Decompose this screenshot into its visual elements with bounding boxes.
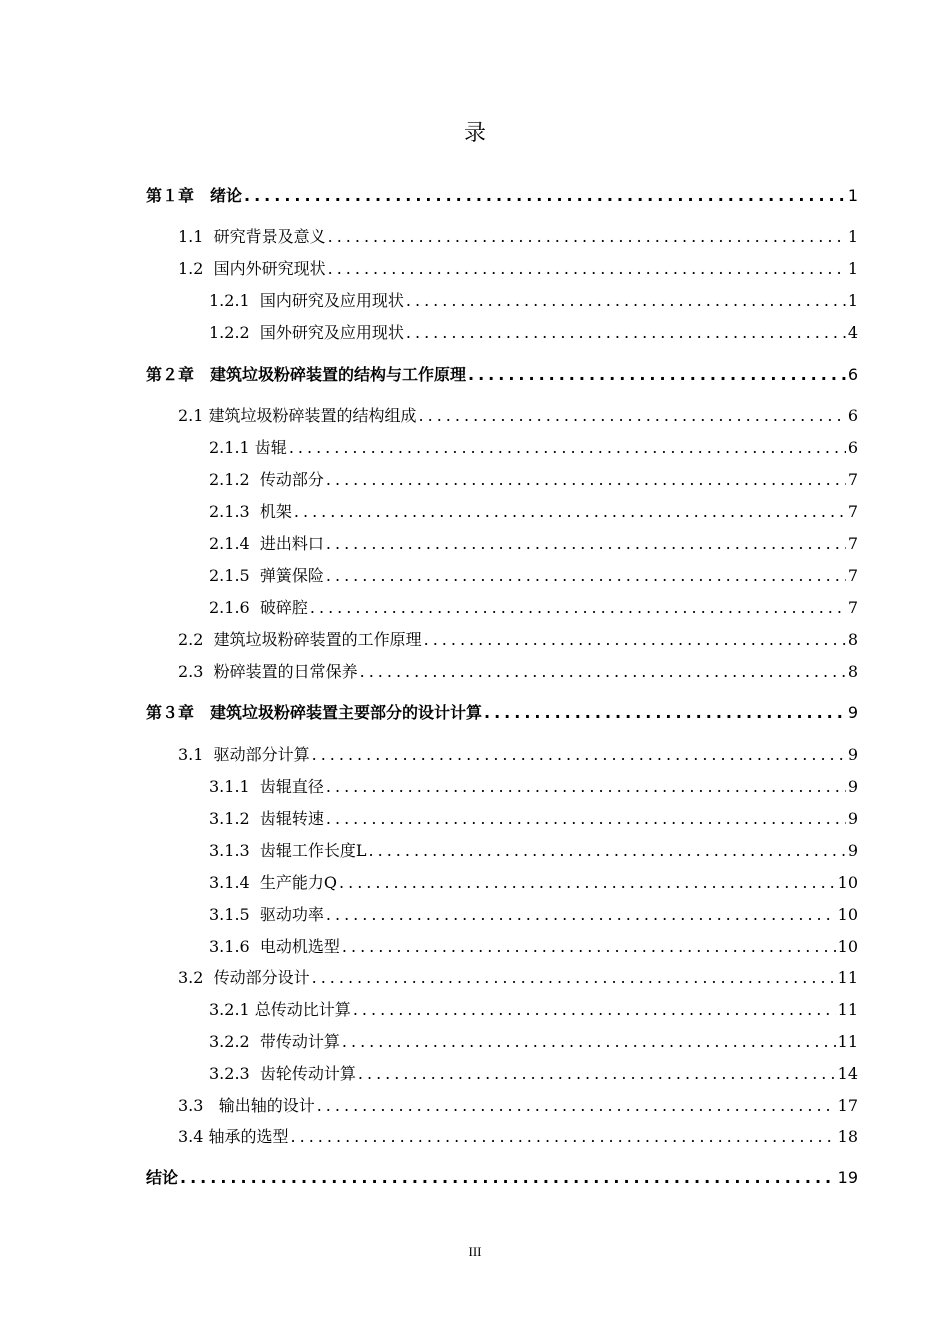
toc-entry[interactable]	[178, 403, 858, 429]
toc-leader-dots	[326, 774, 846, 800]
toc-entry[interactable]	[209, 467, 858, 493]
toc-entry-page: 7	[847, 598, 858, 617]
toc-leader-dots	[326, 531, 846, 557]
toc-entry-page: 11	[837, 1032, 858, 1051]
toc-leader-dots	[369, 838, 846, 864]
toc-leader-dots	[424, 627, 846, 653]
toc-entry-label: 1.2.1 国内研究及应用现状	[209, 291, 404, 310]
toc-leader-dots	[291, 1124, 836, 1150]
toc-entry-page: 6	[847, 365, 858, 384]
toc-entry-label: 2.2 建筑垃圾粉碎装置的工作原理	[178, 630, 422, 649]
toc-leader-dots	[419, 403, 846, 429]
toc-entry[interactable]	[178, 1124, 858, 1150]
toc-entry-label: 2.1.5 弹簧保险	[209, 566, 324, 585]
toc-entry-label: 2.1.4 进出料口	[209, 534, 324, 553]
toc-leader-dots	[312, 742, 846, 768]
toc-entry-label: 3.1.2 齿辊转速	[209, 809, 324, 828]
toc-leader-dots	[326, 806, 846, 832]
toc-entry-label: 3.1.6 电动机选型	[209, 937, 340, 956]
toc-entry[interactable]	[178, 742, 858, 768]
toc-entry[interactable]	[209, 997, 858, 1023]
toc-entry-page: 9	[847, 745, 858, 764]
toc-entry-page: 10	[837, 937, 858, 956]
toc-leader-dots	[328, 256, 846, 282]
toc-entry-page: 19	[837, 1168, 858, 1187]
toc-entry-page: 9	[847, 809, 858, 828]
toc-entry-label: 3.2.3 齿轮传动计算	[209, 1064, 356, 1083]
toc-entry[interactable]	[209, 1029, 858, 1055]
toc-entry[interactable]	[209, 320, 858, 346]
toc-entry[interactable]	[209, 595, 858, 621]
page-title: 录	[463, 121, 486, 146]
toc-entry-page: 14	[837, 1064, 858, 1083]
toc-entry-label: 2.1.3 机架	[209, 502, 292, 521]
page-number-footer: III	[468, 1244, 482, 1259]
toc-entry-label: 2.1.6 破碎腔	[209, 598, 308, 617]
toc-entry-label: 第１章 绪论	[146, 186, 243, 205]
toc-entry-label: 3.2.1 总传动比计算	[209, 1000, 351, 1019]
toc-entry[interactable]	[209, 563, 858, 589]
toc-entry-label: 3.1.1 齿辊直径	[209, 777, 324, 796]
toc-leader-dots	[468, 362, 846, 388]
toc-leader-dots	[180, 1165, 836, 1191]
toc-entry-page: 1	[847, 259, 858, 278]
toc-entry[interactable]	[178, 224, 858, 250]
toc-entry-label: 3.2.2 带传动计算	[209, 1032, 340, 1051]
toc-entry-page: 7	[847, 566, 858, 585]
toc-entry[interactable]	[146, 183, 858, 209]
toc-entry-page: 9	[847, 703, 858, 722]
toc-leader-dots	[353, 997, 836, 1023]
toc-entry-page: 1	[847, 291, 858, 310]
toc-entry[interactable]	[209, 902, 858, 928]
toc-entry-page: 9	[847, 777, 858, 796]
toc-leader-dots	[328, 224, 846, 250]
toc-entry-page: 6	[847, 406, 858, 425]
toc-leader-dots	[294, 499, 846, 525]
toc-entry-label: 2.3 粉碎装置的日常保养	[178, 662, 358, 681]
toc-entry[interactable]	[178, 1093, 858, 1119]
toc-entry-label: 2.1.1 齿辊	[209, 438, 287, 457]
toc-leader-dots	[406, 288, 846, 314]
toc-entry[interactable]	[178, 659, 858, 685]
toc-entry-page: 8	[847, 630, 858, 649]
toc-entry[interactable]	[178, 627, 858, 653]
toc-leader-dots	[360, 659, 846, 685]
toc-entry-page: 7	[847, 534, 858, 553]
toc-entry-label: 3.1.5 驱动功率	[209, 905, 324, 924]
toc-entry-page: 8	[847, 662, 858, 681]
toc-entry-label: 第３章 建筑垃圾粉碎装置主要部分的设计计算	[146, 703, 483, 722]
toc-entry-page: 18	[837, 1127, 858, 1146]
toc-leader-dots	[342, 1029, 836, 1055]
toc-leader-dots	[358, 1061, 836, 1087]
toc-entry-page: 7	[847, 502, 858, 521]
toc-entry-page: 7	[847, 470, 858, 489]
toc-entry-page: 17	[837, 1096, 858, 1115]
toc-entry-label: 1.2.2 国外研究及应用现状	[209, 323, 404, 342]
toc-entry[interactable]	[209, 774, 858, 800]
toc-entry[interactable]	[146, 1165, 858, 1191]
toc-leader-dots	[484, 700, 846, 726]
toc-entry-page: 6	[847, 438, 858, 457]
toc-entry-label: 3.1 驱动部分计算	[178, 745, 310, 764]
toc-entry[interactable]	[178, 965, 858, 991]
toc-leader-dots	[317, 1093, 836, 1119]
toc-entry-label: 1.2 国内外研究现状	[178, 259, 326, 278]
toc-entry[interactable]	[209, 435, 858, 461]
toc-entry-label: 3.4 轴承的选型	[178, 1127, 289, 1146]
toc-entry[interactable]	[209, 838, 858, 864]
toc-entry[interactable]	[209, 806, 858, 832]
toc-entry-label: 3.1.3 齿辊工作长度L	[209, 841, 367, 860]
toc-entry-page: 10	[837, 905, 858, 924]
toc-leader-dots	[326, 902, 836, 928]
toc-entry-label: 结论	[146, 1168, 179, 1187]
toc-entry-page: 11	[837, 1000, 858, 1019]
toc-entry-label: 3.3 输出轴的设计	[178, 1096, 315, 1115]
toc-entry[interactable]	[146, 362, 858, 388]
toc-entry[interactable]	[209, 1061, 858, 1087]
toc-entry[interactable]	[209, 531, 858, 557]
toc-leader-dots	[406, 320, 846, 346]
toc-entry-label: 第２章 建筑垃圾粉碎装置的结构与工作原理	[146, 365, 467, 384]
toc-entry[interactable]	[209, 499, 858, 525]
toc-leader-dots	[326, 563, 846, 589]
toc-leader-dots	[310, 595, 846, 621]
toc-leader-dots	[342, 934, 836, 960]
toc-entry-label: 2.1 建筑垃圾粉碎装置的结构组成	[178, 406, 417, 425]
toc-entry-label: 3.1.4 生产能力Q	[209, 873, 338, 892]
toc-entry[interactable]	[146, 700, 858, 726]
toc-entry-page: 1	[847, 227, 858, 246]
toc-leader-dots	[312, 965, 836, 991]
toc-leader-dots	[289, 435, 846, 461]
toc-entry-page: 11	[837, 968, 858, 987]
toc-entry-label: 2.1.2 传动部分	[209, 470, 324, 489]
toc-entry[interactable]	[209, 288, 858, 314]
toc-leader-dots	[339, 870, 836, 896]
toc-entry-label: 1.1 研究背景及意义	[178, 227, 326, 246]
toc-entry-page: 4	[847, 323, 858, 342]
toc-entry-page: 10	[837, 873, 858, 892]
toc-entry-page: 9	[847, 841, 858, 860]
toc-entry[interactable]	[178, 256, 858, 282]
toc-entry-page: 1	[847, 186, 858, 205]
toc-leader-dots	[244, 183, 846, 209]
toc-entry[interactable]	[209, 870, 858, 896]
toc-entry[interactable]	[209, 934, 858, 960]
toc-entry-label: 3.2 传动部分设计	[178, 968, 310, 987]
toc-leader-dots	[326, 467, 846, 493]
